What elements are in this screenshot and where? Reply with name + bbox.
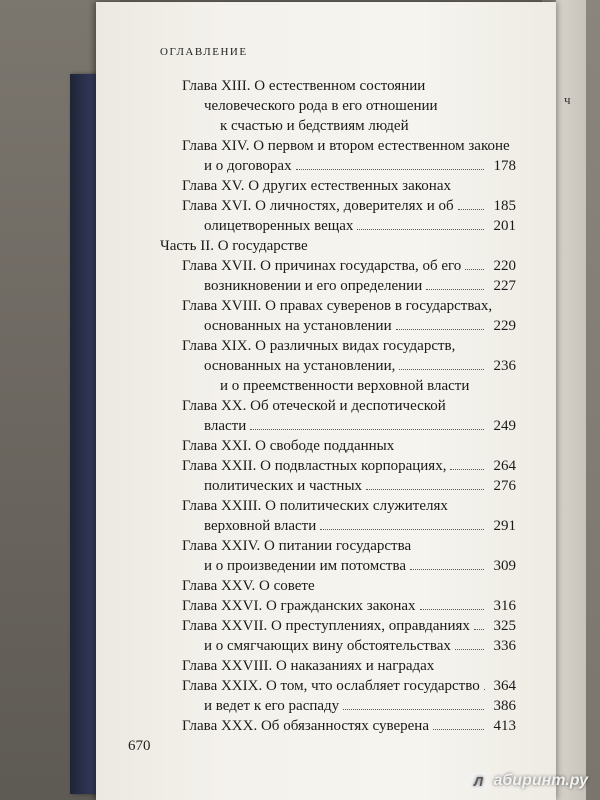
toc-line: [160, 96, 516, 116]
toc-page-number: 316: [493, 598, 516, 614]
toc-entry-text: Глава XXI. О свободе подданных: [182, 438, 395, 454]
toc-entry-text: Глава XVI. О личностях, доверителях и об: [182, 198, 454, 214]
toc-entry-text: к счастью и бедствиям людей: [220, 118, 409, 134]
toc-line: [160, 436, 516, 456]
toc-line: [160, 276, 516, 296]
dot-leader: [398, 437, 484, 450]
toc-line: [160, 256, 516, 276]
dot-leader: [458, 196, 484, 210]
toc-page-number: 309: [493, 558, 516, 574]
toc-line: [160, 536, 516, 556]
toc-entry-text: Глава XXX. Об обязанностях суверена: [182, 718, 429, 734]
toc-page-number: 201: [493, 218, 516, 234]
toc-line: [160, 636, 516, 656]
toc-entry-text: и о договорах: [204, 158, 292, 174]
toc-page-number: 249: [493, 418, 516, 434]
dot-leader: [420, 596, 484, 610]
toc-page-number: 386: [493, 698, 516, 714]
dot-leader: [319, 577, 484, 590]
toc-entry-text: и о преемственности верховной власти: [220, 378, 470, 394]
toc-line: [160, 296, 516, 316]
dot-leader: [296, 156, 484, 170]
dot-leader: [465, 256, 484, 270]
toc-line: [160, 676, 516, 696]
toc-page-number: 185: [493, 198, 516, 214]
toc-line: [160, 456, 516, 476]
dot-leader: [473, 377, 484, 390]
dot-leader: [474, 616, 484, 630]
toc-line: [160, 316, 516, 336]
dot-leader: [320, 516, 484, 530]
dot-leader: [438, 657, 484, 670]
dot-leader: [415, 537, 484, 550]
toc-line: [160, 496, 516, 516]
toc-line: [160, 556, 516, 576]
toc-entry-text: олицетворенных вещах: [204, 218, 354, 234]
toc-line: [160, 516, 516, 536]
toc-entry-text: Глава XXV. О совете: [182, 578, 315, 594]
toc-line: [160, 336, 516, 356]
toc-page-number: 236: [493, 358, 516, 374]
toc-line: [160, 416, 516, 436]
toc-entry-text: и о произведении им потомства: [204, 558, 407, 574]
toc-line: [160, 716, 516, 736]
toc-line: [160, 476, 516, 496]
dot-leader: [442, 97, 484, 110]
dot-leader: [366, 476, 484, 490]
toc-line: [160, 396, 516, 416]
toc-line: [160, 596, 516, 616]
toc-page-number: 325: [493, 618, 516, 634]
dot-leader: [250, 416, 484, 430]
facing-page-edge: [556, 0, 586, 800]
toc-line: [160, 76, 516, 96]
toc-entry-text: Часть II. О государстве: [160, 238, 308, 254]
toc-page-number: 291: [493, 518, 516, 534]
toc-page-number: 336: [493, 638, 516, 654]
toc-entry-text: Глава XXII. О подвластных корпорациях,: [182, 458, 447, 474]
toc-entry-text: Глава XVII. О причинах государства, об его: [182, 258, 462, 274]
dot-leader: [450, 456, 484, 470]
toc-entry-text: Глава XVIII. О правах суверенов в государствах,: [182, 298, 493, 314]
toc-page-number: 276: [493, 478, 516, 494]
toc-page-number: 229: [493, 318, 516, 334]
toc-page-number: 220: [493, 258, 516, 274]
toc-entry-text: Глава XXIII. О политических служителях: [182, 498, 448, 514]
toc-entry-text: власти: [204, 418, 247, 434]
dot-leader: [433, 716, 484, 730]
toc-line: [160, 236, 516, 256]
toc-entry-text: Глава XIX. О различных видах государств,: [182, 338, 456, 354]
toc-entry-text: Глава XIII. О естественном состоянии: [182, 78, 426, 94]
dot-leader: [357, 216, 484, 230]
toc-page-number: 413: [493, 718, 516, 734]
toc-entry-text: Глава XIV. О первом и втором естественном законе: [182, 138, 510, 154]
toc-entry-text: Глава XV. О других естественных законах: [182, 178, 451, 194]
table-of-contents: [160, 76, 516, 736]
toc-entry-text: Глава XXVI. О гражданских законах: [182, 598, 416, 614]
toc-entry-text: человеческого рода в его отношении: [204, 98, 438, 114]
watermark: [469, 772, 588, 790]
toc-line: [160, 116, 516, 136]
facing-page-fragment: ч: [564, 92, 571, 107]
toc-line: [160, 656, 516, 676]
dot-leader: [312, 237, 484, 250]
running-header: ОГЛАВЛЕНИЕ: [160, 46, 248, 58]
toc-entry-text: Глава XXIV. О питании государства: [182, 538, 412, 554]
dot-leader: [399, 356, 484, 370]
dot-leader: [426, 276, 484, 290]
toc-page-number: 264: [493, 458, 516, 474]
toc-entry-text: возникновении и его определении: [204, 278, 423, 294]
dot-leader: [429, 77, 484, 90]
toc-line: [160, 616, 516, 636]
toc-entry-text: Глава XXVII. О преступлениях, оправданиях: [182, 618, 470, 634]
dot-leader: [343, 696, 484, 710]
watermark-text: абиринт.ру: [493, 772, 588, 789]
toc-entry-text: Глава XXIX. О том, что ослабляет государство: [182, 678, 480, 694]
toc-line: [160, 156, 516, 176]
toc-line: [160, 196, 516, 216]
toc-page-number: 364: [493, 678, 516, 694]
toc-entry-text: основанных на установлении: [204, 318, 392, 334]
toc-line: [160, 696, 516, 716]
page-number: 670: [128, 738, 151, 754]
toc-line: [160, 576, 516, 596]
toc-line: [160, 176, 516, 196]
toc-entry-text: Глава XXVIII. О наказаниях и наградах: [182, 658, 435, 674]
toc-line: [160, 136, 516, 156]
dot-leader: [410, 556, 484, 570]
toc-entry-text: Глава XX. Об отеческой и деспотической: [182, 398, 446, 414]
dot-leader: [455, 177, 484, 190]
toc-entry-text: политических и частных: [204, 478, 363, 494]
toc-line: [160, 216, 516, 236]
dot-leader: [413, 117, 484, 130]
watermark-logo-icon: Л: [469, 772, 487, 790]
dot-leader: [455, 636, 484, 650]
dot-leader: [459, 337, 484, 350]
toc-line: [160, 356, 516, 376]
dot-leader: [450, 397, 484, 410]
dot-leader: [396, 316, 484, 330]
toc-entry-text: и ведет к его распаду: [204, 698, 340, 714]
toc-entry-text: верховной власти: [204, 518, 317, 534]
toc-line: [160, 376, 516, 396]
toc-entry-text: основанных на установлении,: [204, 358, 396, 374]
dot-leader: [452, 497, 484, 510]
toc-entry-text: и о смягчающих вину обстоятельствах: [204, 638, 451, 654]
toc-page-number: 178: [493, 158, 516, 174]
toc-page-number: 227: [493, 278, 516, 294]
